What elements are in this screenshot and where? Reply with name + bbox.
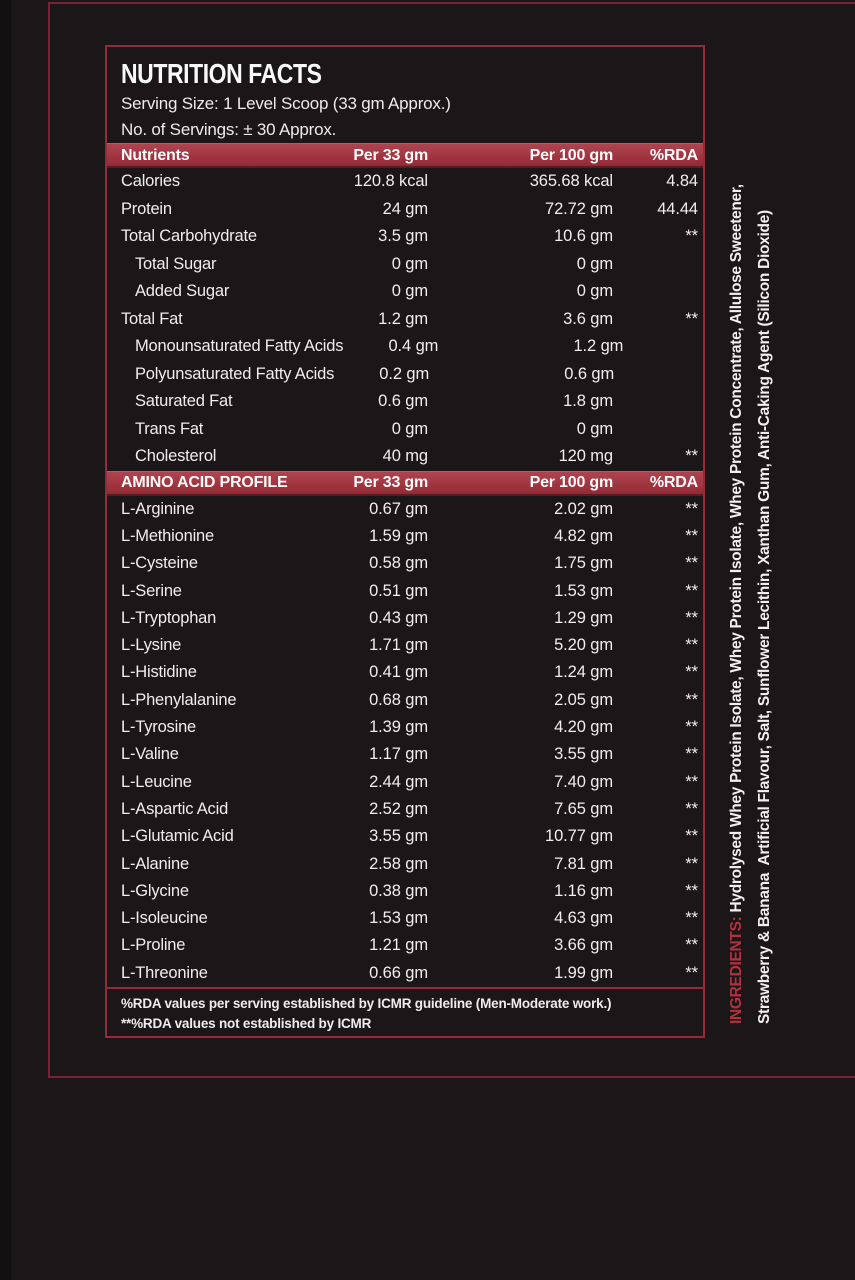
amino-per33-value: 3.55 gm (369, 827, 428, 846)
nutrition-panel (105, 45, 705, 1038)
amino-per33-value: 0.68 gm (369, 690, 428, 709)
left-edge-shade (0, 0, 11, 1280)
nutrient-label: Total Sugar (135, 254, 217, 273)
amino-rda-value: ** (685, 690, 698, 709)
table-row (107, 932, 703, 959)
nutrient-per100-value: 0 gm (576, 282, 613, 301)
amino-rda-value: ** (685, 799, 698, 818)
amino-rda-value: ** (685, 608, 698, 627)
amino-per33-value: 1.53 gm (369, 909, 428, 928)
amino-per33-value: 2.44 gm (369, 772, 428, 791)
amino-per33-value: 1.71 gm (369, 636, 428, 655)
amino-rda-value: ** (685, 772, 698, 791)
table-row (107, 714, 703, 741)
amino-acid-label: L-Valine (121, 745, 179, 764)
ingredients-rotated-block (723, 82, 781, 1024)
amino-per33-value: 0.38 gm (369, 881, 428, 900)
page-title: NUTRITION FACTS (121, 58, 322, 89)
amino-per100-value: 3.66 gm (554, 936, 613, 955)
amino-acid-label: L-Proline (121, 936, 186, 955)
nutrient-per33-value: 0.6 gm (378, 392, 428, 411)
amino-rda-value: ** (685, 854, 698, 873)
amino-acid-label: L-Isoleucine (121, 909, 208, 928)
table-row (107, 632, 703, 659)
amino-acid-label: L-Histidine (121, 663, 197, 682)
amino-rda-value: ** (685, 526, 698, 545)
table-row (107, 223, 703, 251)
amino-acid-label: L-Leucine (121, 772, 192, 791)
amino-acid-label: L-Phenylalanine (121, 690, 237, 709)
amino-per33-value: 0.67 gm (369, 499, 428, 518)
table-row (107, 361, 703, 389)
amino-per100-value: 2.05 gm (554, 690, 613, 709)
table-row (107, 550, 703, 577)
nutrients-header-bar (107, 143, 703, 168)
table-row (107, 388, 703, 416)
nutrient-label: Added Sugar (135, 282, 230, 301)
column-header-amino-profile: AMINO ACID PROFILE (121, 474, 288, 491)
amino-acid-label: L-Lysine (121, 636, 182, 655)
table-row (107, 443, 703, 471)
amino-rda-value: ** (685, 963, 698, 982)
amino-per100-value: 1.16 gm (554, 881, 613, 900)
column-header-per33: Per 33 gm (353, 146, 428, 164)
amino-acids-table (107, 496, 703, 987)
nutrient-rda-value: ** (685, 227, 698, 246)
ingredients-line1-text: Hydrolysed Whey Protein Isolate, Whey Protein Isolate, Whey Protein Concentrate, Allulose Sweetener, (728, 184, 745, 913)
amino-per100-value: 1.75 gm (554, 554, 613, 573)
amino-per100-value: 7.40 gm (554, 772, 613, 791)
nutrient-per33-value: 0.2 gm (379, 364, 430, 383)
amino-acid-label: L-Alanine (121, 854, 189, 873)
nutrient-label: Calories (121, 172, 180, 191)
footnote-rda-established: %RDA values per serving established by ICMR guideline (Men-Moderate work.) (121, 995, 612, 1011)
table-row (107, 796, 703, 823)
table-row (107, 960, 703, 987)
ingredients-label: INGREDIENTS: (728, 912, 745, 1024)
column-header-nutrients: Nutrients (121, 146, 190, 164)
nutrient-per100-value: 0 gm (576, 419, 613, 438)
amino-column-header-per33: Per 33 gm (353, 474, 428, 491)
table-row (107, 416, 703, 444)
nutrient-per100-value: 0.6 gm (564, 364, 615, 383)
table-row (107, 741, 703, 768)
amino-acid-label: L-Threonine (121, 963, 208, 982)
nutrient-rda-value: 44.44 (657, 199, 698, 218)
nutrient-per33-value: 0.4 gm (388, 337, 439, 356)
amino-rda-value: ** (685, 827, 698, 846)
amino-per100-value: 2.02 gm (554, 499, 613, 518)
nutrient-per33-value: 0 gm (391, 282, 428, 301)
table-row (107, 850, 703, 877)
ingredients-line-2: Strawberry & Banana Artificial Flavour, Salt, Sunflower Lecithin, Xanthan Gum, Anti-Caking Agent (Silicon Dioxide) (756, 210, 773, 1024)
nutrient-per100-value: 3.6 gm (563, 309, 613, 328)
amino-per100-value: 1.24 gm (554, 663, 613, 682)
table-row (107, 278, 703, 306)
amino-per33-value: 2.58 gm (369, 854, 428, 873)
amino-per33-value: 2.52 gm (369, 799, 428, 818)
table-row (107, 496, 703, 523)
amino-column-header-per100: Per 100 gm (529, 474, 613, 491)
amino-per100-value: 3.55 gm (554, 745, 613, 764)
table-row (107, 577, 703, 604)
amino-per100-value: 1.99 gm (554, 963, 613, 982)
nutrient-per100-value: 120 mg (558, 447, 613, 466)
column-header-per100: Per 100 gm (529, 146, 613, 164)
nutrient-label: Protein (121, 199, 172, 218)
nutrient-per33-value: 24 gm (382, 199, 428, 218)
serving-size-text: Serving Size: 1 Level Scoop (33 gm Approx.) (121, 94, 451, 113)
table-row (107, 306, 703, 334)
amino-per100-value: 1.53 gm (554, 581, 613, 600)
footnotes (107, 987, 703, 1034)
amino-column-header-rda: %RDA (649, 474, 698, 491)
amino-per100-value: 7.65 gm (554, 799, 613, 818)
amino-acid-label: L-Glycine (121, 881, 189, 900)
nutrient-per100-value: 365.68 kcal (529, 172, 613, 191)
amino-acid-label: L-Methionine (121, 526, 214, 545)
table-row (107, 905, 703, 932)
amino-per100-value: 1.29 gm (554, 608, 613, 627)
amino-header-bar (107, 471, 703, 496)
amino-rda-value: ** (685, 636, 698, 655)
table-row (107, 878, 703, 905)
table-row (107, 333, 703, 361)
ingredients-line-1 (723, 82, 751, 1024)
nutrient-per33-value: 3.5 gm (378, 227, 428, 246)
nutrient-rda-value: ** (685, 447, 698, 466)
amino-acid-label: L-Glutamic Acid (121, 827, 234, 846)
amino-rda-value: ** (685, 581, 698, 600)
amino-acid-label: L-Aspartic Acid (121, 799, 229, 818)
nutrient-label: Saturated Fat (135, 392, 233, 411)
amino-per100-value: 4.82 gm (554, 526, 613, 545)
nutrient-per33-value: 1.2 gm (378, 309, 428, 328)
nutrient-label: Trans Fat (135, 419, 204, 438)
table-row (107, 687, 703, 714)
amino-per33-value: 1.59 gm (369, 526, 428, 545)
nutrient-label: Polyunsaturated Fatty Acids (135, 364, 335, 383)
nutrient-rda-value: 4.84 (666, 172, 698, 191)
table-row (107, 768, 703, 795)
amino-per33-value: 0.43 gm (369, 608, 428, 627)
amino-per33-value: 0.51 gm (369, 581, 428, 600)
nutrients-table (107, 168, 703, 471)
amino-acid-label: L-Cysteine (121, 554, 198, 573)
ingredients-vertical-text (723, 82, 781, 1024)
nutrient-per100-value: 10.6 gm (554, 227, 613, 246)
nutrient-per33-value: 0 gm (391, 419, 428, 438)
nutrient-per33-value: 120.8 kcal (353, 172, 428, 191)
nutrient-label: Total Fat (121, 309, 183, 328)
amino-rda-value: ** (685, 909, 698, 928)
amino-acid-label: L-Tyrosine (121, 718, 197, 737)
table-row (107, 251, 703, 279)
amino-acid-label: L-Serine (121, 581, 182, 600)
amino-rda-value: ** (685, 881, 698, 900)
amino-per100-value: 10.77 gm (545, 827, 613, 846)
amino-rda-value: ** (685, 499, 698, 518)
amino-per33-value: 0.41 gm (369, 663, 428, 682)
table-row (107, 168, 703, 196)
nutrient-per100-value: 0 gm (576, 254, 613, 273)
amino-per100-value: 4.20 gm (554, 718, 613, 737)
table-row (107, 196, 703, 224)
table-row (107, 823, 703, 850)
amino-per100-value: 4.63 gm (554, 909, 613, 928)
amino-rda-value: ** (685, 936, 698, 955)
amino-rda-value: ** (685, 663, 698, 682)
nutrient-label: Total Carbohydrate (121, 227, 257, 246)
column-header-rda: %RDA (649, 146, 698, 164)
servings-count-text: No. of Servings: ± 30 Approx. (121, 120, 337, 139)
nutrient-per33-value: 40 mg (382, 447, 428, 466)
nutrient-per33-value: 0 gm (391, 254, 428, 273)
amino-per33-value: 1.17 gm (369, 745, 428, 764)
nutrient-per100-value: 72.72 gm (545, 199, 613, 218)
table-row (107, 605, 703, 632)
amino-per100-value: 5.20 gm (554, 636, 613, 655)
amino-per33-value: 0.66 gm (369, 963, 428, 982)
amino-acid-label: L-Arginine (121, 499, 195, 518)
amino-per33-value: 1.21 gm (369, 936, 428, 955)
amino-rda-value: ** (685, 718, 698, 737)
footnote-rda-not-established: **%RDA values not established by ICMR (121, 1015, 372, 1031)
table-row (107, 523, 703, 550)
nutrient-label: Monounsaturated Fatty Acids (135, 337, 344, 356)
nutrient-per100-value: 1.2 gm (573, 337, 624, 356)
amino-per100-value: 7.81 gm (554, 854, 613, 873)
table-row (107, 659, 703, 686)
nutrient-per100-value: 1.8 gm (563, 392, 613, 411)
nutrient-label: Cholesterol (135, 447, 217, 466)
nutrient-rda-value: ** (685, 309, 698, 328)
amino-acid-label: L-Tryptophan (121, 608, 217, 627)
amino-rda-value: ** (685, 554, 698, 573)
amino-per33-value: 1.39 gm (369, 718, 428, 737)
amino-rda-value: ** (685, 745, 698, 764)
amino-per33-value: 0.58 gm (369, 554, 428, 573)
